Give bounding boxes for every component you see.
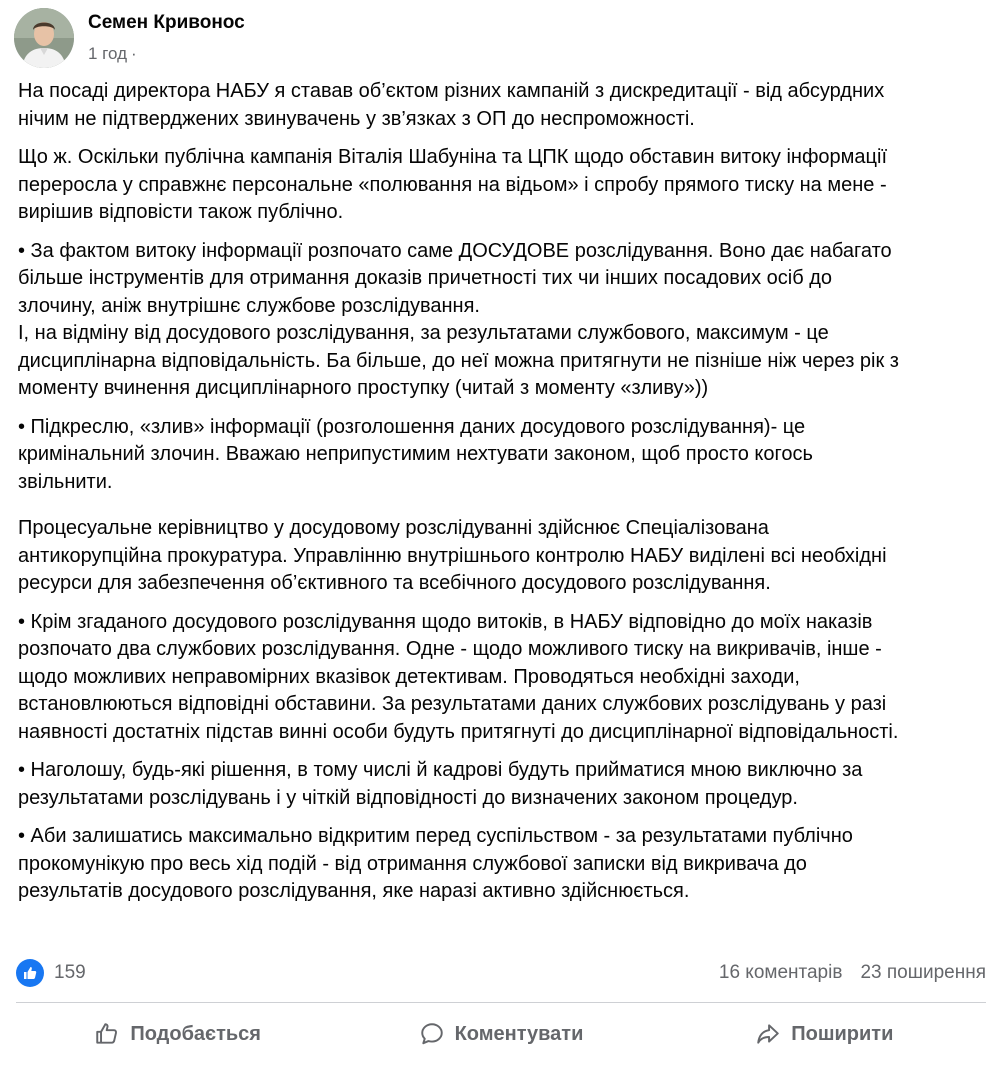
like-button-label: Подобається [130,1022,261,1045]
post-paragraph: • Підкреслю, «злив» інформації (розголошення даних досудового розслідування)- це кримінальний злочин. Вважаю неприпустимим нехтувати законом, щоб просто когось звільнити. [18,415,813,493]
post-actions [16,1010,986,1058]
like-button[interactable] [16,1010,339,1058]
thumbs-up-icon [22,965,38,981]
comment-button-label: Коментувати [454,1022,584,1045]
comments-count[interactable]: 16 коментарів [718,962,843,983]
post-meta [88,43,245,65]
engagement-counts [719,962,986,984]
like-reaction-icon[interactable] [16,959,44,987]
share-arrow-icon [755,1021,781,1047]
author-block [88,10,245,65]
post-paragraph: • Наголошу, будь-які рішення, в тому числі й кадрові будуть прийматися мною виключно за результатами розслідувань і у чіткій відповідності до визначених законом процедур. [18,759,863,809]
post-paragraph: • За фактом витоку інформації розпочато саме ДОСУДОВЕ розслідування. Воно дає набагато більше інструментів для отримання доказів причетності тих чи інших посадових осіб до злочину, аніж внутрішнє службове розслідування. І, на відміну від досудового розслідування, за результатами службового, максимум - це дисциплінарна відповідальність. Ба більше, до неї можна притягнути не пізніше ніж через рік з моменту вчинення дисциплінарного проступку (читай з моменту «зливу»)) [18,239,899,399]
comment-bubble-icon [419,1021,445,1047]
author-name[interactable]: Семен Кривонос [88,12,245,33]
share-button[interactable] [663,1010,986,1058]
thumbs-up-icon [94,1021,120,1047]
comment-button[interactable] [339,1010,662,1058]
post-header [14,8,245,68]
divider [16,1002,986,1003]
post-paragraph: Процесуальне керівництво у досудовому розслідуванні здійснює Спеціалізована антикорупційна прокуратура. Управлінню внутрішнього контролю НАБУ виділені всі необхідні ресурси для забезпечення об’єктивного та всебічного досудового розслідування. [18,517,887,594]
post-body [18,78,988,917]
avatar[interactable] [14,8,74,68]
meta-separator: · [131,44,137,63]
shares-count[interactable]: 23 поширення [860,962,986,983]
avatar-photo [14,8,74,68]
reaction-count[interactable]: 159 [54,962,86,983]
post-timestamp[interactable]: 1 год [88,44,128,63]
share-button-label: Поширити [791,1022,894,1045]
post-stats [16,958,986,988]
post-paragraph: • Крім згаданого досудового розслідування щодо витоків, в НАБУ відповідно до моїх наказів розпочато два службових розслідування. Одне - щодо можливого тиску на викривачів, інше - щодо можливих неправомірних вказівок детективам. Проводяться необхідні заходи, встановлюються відповідні обставини. За результатами даних службових розслідувань у разі наявності достатніх підстав винні особи будуть притягнуті до дисциплінарної відповідальності. [18,610,899,743]
post-paragraph: На посаді директора НАБУ я ставав об’єктом різних кампаній з дискредитації - від абсурдних нічим не підтверджених звинувачень у зв’язках з ОП до неспроможності. [18,80,885,130]
post-paragraph: Що ж. Оскільки публічна кампанія Віталія Шабуніна та ЦПК щодо обставин витоку інформації переросла у справжнє персональне «полювання на відьом» і спробу прямого тиску на мене - вирішив відповісти також публічно. [18,146,887,223]
post-paragraph: • Аби залишатись максимально відкритим перед суспільством - за результатами публічно прокомунікую про весь хід подій - від отримання службової записки від викривача до результатів досудового розслідування, яке наразі активно здійснюється. [18,825,853,902]
